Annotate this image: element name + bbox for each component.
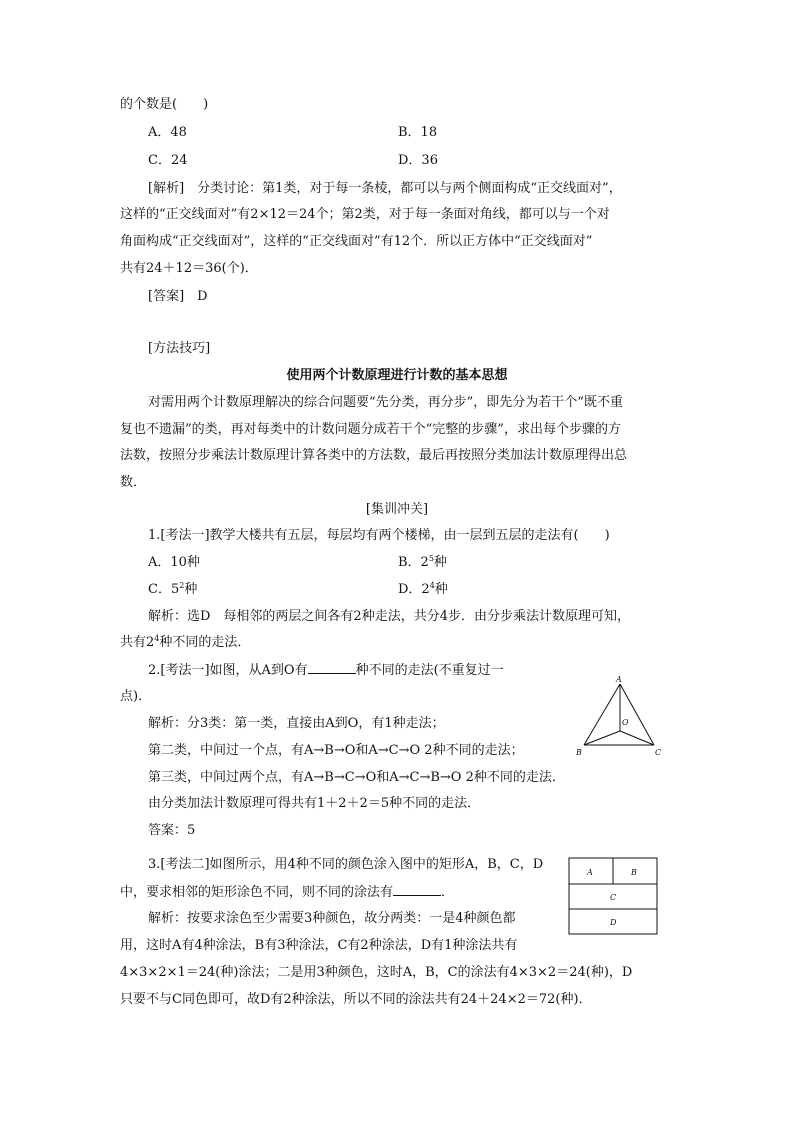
q3-solution: 只要不与C同色即可，故D有2种涂法，所以不同的涂法共有24＋24×2＝72(种)．: [120, 992, 592, 1007]
analysis-line: 共有24＋12＝36(个)．: [120, 261, 258, 276]
method-tag: [方法技巧]: [148, 341, 211, 356]
q1-option-c-unit: 种: [184, 582, 198, 597]
label-a: A: [616, 675, 622, 684]
rect-label-c: C: [610, 893, 617, 902]
analysis-line: [解析] 分类讨论：第1类，对于每一条棱，都可以与两个侧面构成“正交线面对”，: [148, 181, 622, 196]
q1-stem: 1.[考法一]教学大楼共有五层，每层均有两个楼梯，由一层到五层的走法有( ): [148, 528, 610, 543]
label-o: O: [622, 718, 629, 727]
q3-stem-post: ．: [441, 885, 455, 900]
q2-stem-line2: 点)．: [120, 689, 152, 704]
question-stem-tail: 的个数是( ): [120, 97, 209, 112]
q2-stem-post: 种不同的走法(不重复过一: [355, 663, 504, 678]
method-line: 数．: [120, 475, 147, 490]
q1-option-c-exp: 2: [179, 581, 185, 590]
label-b: B: [576, 748, 582, 757]
q1-option-d-unit: 种: [434, 582, 448, 597]
q2-solution: 由分类加法计数原理可得共有1＋2＋2＝5种不同的走法．: [148, 796, 481, 811]
option-c: C．24: [148, 153, 188, 168]
q3-answer-blank: [393, 883, 441, 896]
q2-solution: 解析：分3类：第一类，直接由A到O，有1种走法；: [148, 716, 445, 731]
q1-option-a: A．10种: [148, 555, 200, 570]
q1-option-c: [148, 581, 197, 599]
triangle-figure: [574, 674, 666, 760]
q2-answer: 答案：5: [148, 823, 196, 838]
q1-solution-post: 种不同的走法．: [159, 635, 251, 650]
analysis-line: 这样的“正交线面对”有2×12＝24个；第2类，对于每一条面对角线，都可以与一个对: [120, 207, 610, 222]
q3-stem-pre: 中，要求相邻的矩形涂色不同，则不同的涂法有: [120, 885, 394, 900]
q3-solution: 解析：按要求涂色至少需要3种颜色，故分两类：一是4种颜色都: [148, 911, 516, 926]
q1-solution: [120, 634, 250, 652]
q1-solution-exp: 4: [154, 634, 160, 643]
q1-option-d-base: D．2: [398, 582, 430, 597]
q2-answer-blank: [308, 661, 356, 674]
rectangles-figure: [568, 857, 658, 935]
q3-stem: 3.[考法二]如图所示，用4种不同的颜色涂入图中的矩形A，B，C，D: [148, 857, 544, 872]
edge-ab: [584, 684, 620, 745]
q1-option-b-exp: 5: [428, 554, 434, 563]
option-d: D．36: [398, 153, 438, 168]
q3-solution: 用，这时A有4种涂法，B有3种涂法，C有2种涂法，D有1种涂法共有: [120, 938, 518, 953]
edge-co: [620, 731, 654, 745]
q1-option-c-base: C．5: [148, 582, 180, 597]
edge-ac: [620, 684, 654, 745]
q2-solution: 第二类，中间过一个点，有A→B→O和A→C→O 2种不同的走法；: [148, 743, 524, 758]
practice-heading: [集训冲关]: [365, 502, 429, 517]
q1-solution: 解析：选D 每相邻的两层之间各有2种走法，共分4步．由分步乘法计数原理可知，: [148, 609, 630, 624]
label-c: C: [655, 748, 662, 757]
option-b: B．18: [398, 125, 438, 140]
analysis-line: 角面构成“正交线面对”，这样的“正交线面对”有12个．所以正方体中“正交线面对”: [120, 234, 593, 249]
q3-stem-line2: [120, 883, 454, 902]
q3-solution: 4×3×2×1＝24(种)涂法；二是用3种颜色，这时A，B，C的涂法有4×3×2＝24(种)，D: [120, 965, 633, 980]
q2-stem: [148, 661, 504, 680]
q2-stem-pre: 2.[考法一]如图，从A到O有: [148, 663, 308, 678]
answer: [答案] D: [148, 289, 208, 304]
rect-label-a: A: [587, 868, 593, 877]
q1-option-b-base: B．2: [398, 555, 429, 570]
q1-solution-pre: 共有2: [120, 635, 155, 650]
method-line: 复也不遗漏”的类，再对每类中的计数问题分成若干个“完整的步骤”，求出每个步骤的方: [120, 422, 621, 437]
q1-option-b-unit: 种: [433, 555, 447, 570]
q1-option-d: [398, 581, 448, 599]
option-a: A．48: [148, 125, 187, 140]
method-title: 使用两个计数原理进行计数的基本思想: [286, 368, 508, 383]
rect-label-d: D: [610, 918, 617, 927]
q1-option-b: [398, 554, 447, 572]
q2-solution: 第三类，中间过两个点，有A→B→C→O和A→C→B→O 2种不同的走法．: [148, 770, 565, 785]
edge-bo: [584, 731, 620, 745]
method-line: 法数，按照分步乘法计数原理计算各类中的方法数，最后再按照分类加法计数原理得出总: [120, 448, 628, 463]
method-line: 对需用两个计数原理解决的综合问题要“先分类，再分步”，即先分为若干个“既不重: [148, 395, 623, 410]
rect-label-b: B: [631, 868, 637, 877]
q1-option-d-exp: 4: [429, 581, 435, 590]
